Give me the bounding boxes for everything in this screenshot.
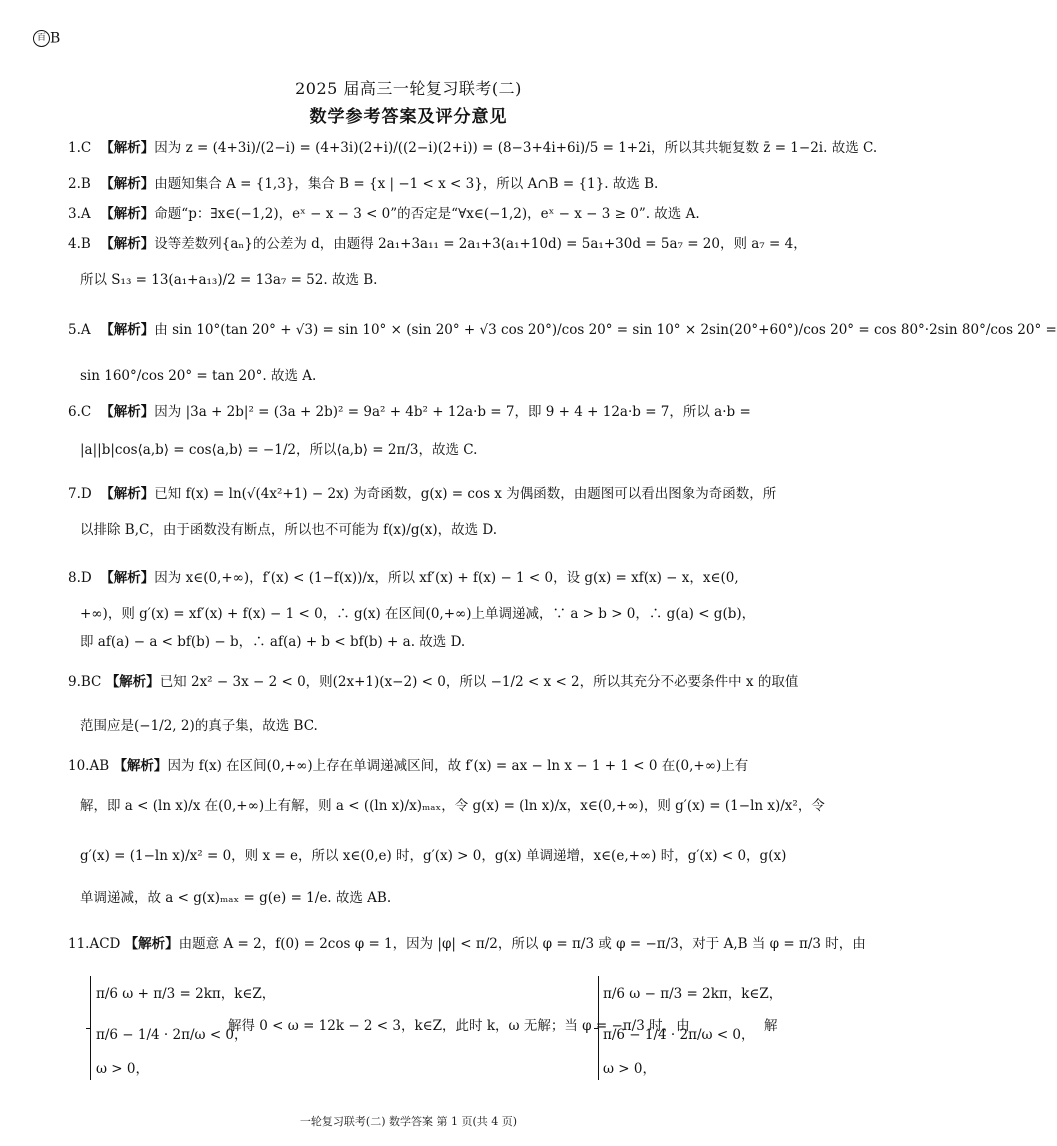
analysis-tag: 【解析】 xyxy=(124,936,179,952)
answer-text: 因为 f(x) 在区间(0,+∞)上存在单调递减区间，故 f′(x) = ax − ln x − 1 + 1 < 0 在(0,+∞)上有 xyxy=(167,758,749,774)
answer-text: 因为 |3a + 2b|² = (3a + 2b)² = 9a² + 4b² + 12a·b = 7，即 9 + 4 + 12a·b = 7，所以 a·b = xyxy=(154,404,751,420)
answer-3 xyxy=(68,204,700,224)
left-brace-1 xyxy=(90,976,91,1080)
answer-1 xyxy=(68,138,877,158)
left-brace-2 xyxy=(598,976,599,1080)
answer-8-line-3: 即 af(a) − a < bf(b) − b，∴ af(a) + b < bf(b) + a. 故选 D. xyxy=(80,634,466,650)
answer-7 xyxy=(68,484,776,504)
analysis-tag: 【解析】 xyxy=(100,140,155,156)
answer-number: 3.A xyxy=(68,206,91,222)
page-footer: 一轮复习联考(二) 数学答案 第 1 页(共 4 页) xyxy=(299,1115,518,1128)
system-middle-text: 解得 0 < ω = 12k − 2 < 3，k∈Z，此时 k，ω 无解；当 φ = −π/3 时，由 xyxy=(228,1018,690,1034)
analysis-tag: 【解析】 xyxy=(100,404,155,420)
answer-number: 9.BC xyxy=(68,674,102,690)
answer-text: 因为 x∈(0,+∞)，f′(x) < (1−f(x))/x，所以 xf′(x) + f(x) − 1 < 0，设 g(x) = xf(x) − x，x∈(0, xyxy=(154,570,739,586)
answer-number: 7.D xyxy=(68,486,92,502)
paper-badge xyxy=(33,30,60,47)
answer-7-line-2: 以排除 B,C，由于函数没有断点，所以也不可能为 f(x)/g(x)，故选 D. xyxy=(80,522,498,538)
answer-text: 因为 z = (4+3i)/(2−i) = (4+3i)(2+i)/((2−i)(2+i)) = (8−3+4i+6i)/5 = 1+2i，所以其共轭复数 z̄ = 1−2i. 故选 C. xyxy=(154,140,878,156)
answer-6 xyxy=(68,402,751,422)
answer-number: 10.AB xyxy=(68,758,110,774)
badge-letter: B xyxy=(50,30,61,47)
answer-8-line-2: +∞)，则 g′(x) = xf′(x) + f(x) − 1 < 0，∴ g(x) 在区间(0,+∞)上单调递减，∵ a > b > 0，∴ g(a) < g(b)， xyxy=(80,606,756,622)
answer-5 xyxy=(68,320,1057,340)
answer-text: 设等差数列{aₙ}的公差为 d，由题得 2a₁+3a₁₁ = 2a₁+3(a₁+10d) = 5a₁+30d = 5a₇ = 20，则 a₇ = 4， xyxy=(154,236,807,252)
system-1-row: ω > 0， xyxy=(96,1061,149,1077)
answer-number: 6.C xyxy=(68,404,92,420)
answer-11 xyxy=(68,934,866,954)
system-2-row: π/6 ω − π/3 = 2kπ，k∈Z， xyxy=(603,986,783,1002)
answer-4-line-2: 所以 S₁₃ = 13(a₁+a₁₃)/2 = 13a₇ = 52. 故选 B. xyxy=(80,272,378,288)
analysis-tag: 【解析】 xyxy=(113,758,168,774)
answer-5-line-2: sin 160°/cos 20° = tan 20°. 故选 A. xyxy=(80,368,317,384)
answer-text: 命题“p：∃x∈(−1,2)，eˣ − x − 3 < 0”的否定是“∀x∈(−1,2)，eˣ − x − 3 ≥ 0”. 故选 A. xyxy=(154,206,700,222)
system-end-text: 解 xyxy=(764,1018,778,1034)
answer-text: 由 sin 10°(tan 20° + √3) = sin 10° × (sin 20° + √3 cos 20°)/cos 20° = sin 10° × 2sin(20°+60°)/cos 20° = cos 80°·2sin 80°/cos 20° = xyxy=(154,322,1057,338)
equation-system-2 xyxy=(603,972,782,1084)
analysis-tag: 【解析】 xyxy=(100,236,155,252)
answer-text: 已知 f(x) = ln(√(4x²+1) − 2x) 为奇函数，g(x) = cos x 为偶函数，由题图可以看出图象为奇函数，所 xyxy=(154,486,777,502)
system-1-row: π/6 ω + π/3 = 2kπ，k∈Z， xyxy=(96,986,276,1002)
exam-title: 2025 届高三一轮复习联考(二) xyxy=(295,79,522,98)
answer-9 xyxy=(68,672,798,692)
answer-2 xyxy=(68,174,658,194)
answer-4 xyxy=(68,234,807,254)
system-2-row: π/6 − 1/4 · 2π/ω < 0， xyxy=(603,1027,755,1043)
answer-10-line-4: 单调递减，故 a < g(x)ₘₐₓ = g(e) = 1/e. 故选 AB. xyxy=(80,890,392,906)
badge-circle-mark: 百 xyxy=(33,30,50,47)
answer-number: 2.B xyxy=(68,176,91,192)
analysis-tag: 【解析】 xyxy=(100,206,155,222)
answer-text: 由题意 A = 2，f(0) = 2cos φ = 1，因为 |φ| < π/2，所以 φ = π/3 或 φ = −π/3，对于 A,B 当 φ = π/3 时，由 xyxy=(178,936,866,952)
system-2-row: ω > 0， xyxy=(603,1061,656,1077)
answer-number: 1.C xyxy=(68,140,92,156)
answer-6-line-2: |a||b|cos⟨a,b⟩ = cos⟨a,b⟩ = −1/2，所以⟨a,b⟩ = 2π/3，故选 C. xyxy=(80,442,478,458)
answer-number: 11.ACD xyxy=(68,936,121,952)
answer-number: 4.B xyxy=(68,236,91,252)
answer-text: 由题知集合 A = {1,3}，集合 B = {x | −1 < x < 3}，所以 A∩B = {1}. 故选 B. xyxy=(154,176,659,192)
answer-number: 5.A xyxy=(68,322,91,338)
answer-key-title: 数学参考答案及评分意见 xyxy=(309,107,508,127)
answer-8 xyxy=(68,568,739,588)
answer-10 xyxy=(68,756,748,776)
analysis-tag: 【解析】 xyxy=(100,322,155,338)
analysis-tag: 【解析】 xyxy=(100,176,155,192)
answer-10-line-3: g′(x) = (1−ln x)/x² = 0，则 x = e，所以 x∈(0,e) 时，g′(x) > 0，g(x) 单调递增，x∈(e,+∞) 时，g′(x) < 0，g(x) xyxy=(80,848,787,864)
answer-number: 8.D xyxy=(68,570,92,586)
analysis-tag: 【解析】 xyxy=(105,674,160,690)
answer-10-line-2: 解，即 a < (ln x)/x 在(0,+∞)上有解，则 a < ((ln x)/x)ₘₐₓ，令 g(x) = (ln x)/x，x∈(0,+∞)，则 g′(x) = (1−ln x)/x²，令 xyxy=(80,798,825,814)
system-1-row: π/6 − 1/4 · 2π/ω < 0， xyxy=(96,1027,248,1043)
analysis-tag: 【解析】 xyxy=(100,486,155,502)
analysis-tag: 【解析】 xyxy=(100,570,155,586)
answer-9-line-2: 范围应是(−1/2, 2)的真子集，故选 BC. xyxy=(80,718,318,734)
answer-text: 已知 2x² − 3x − 2 < 0，则(2x+1)(x−2) < 0，所以 −1/2 < x < 2，所以其充分不必要条件中 x 的取值 xyxy=(159,674,799,690)
